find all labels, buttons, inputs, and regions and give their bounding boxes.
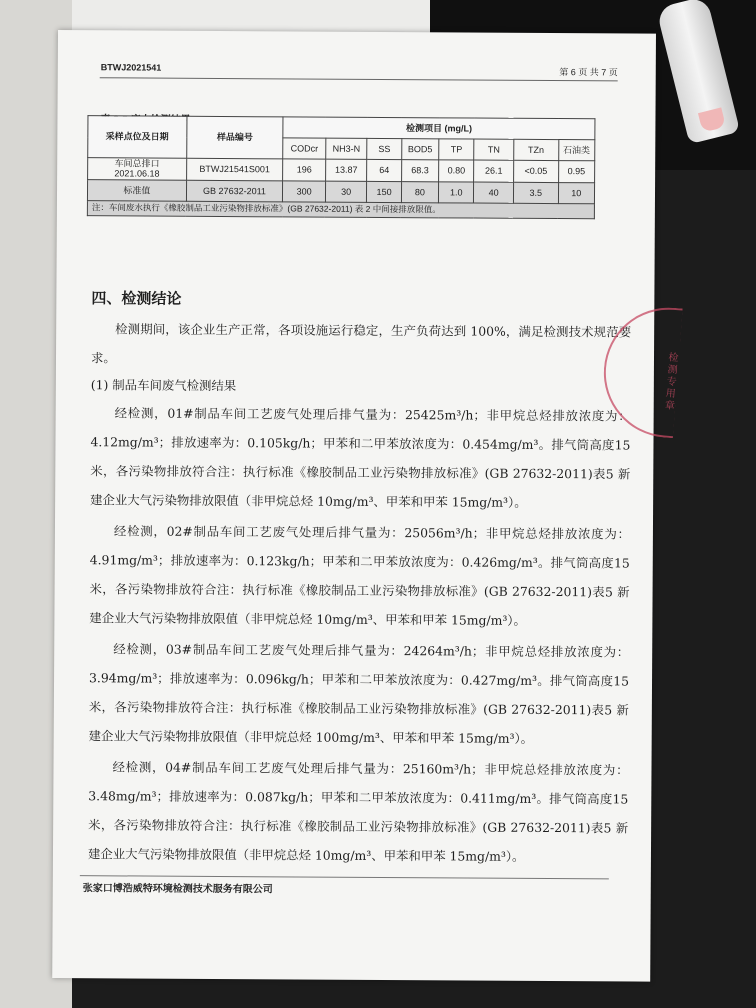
header-sample-number: 样品编号 [186,116,283,159]
table-note: 注：车间废水执行《橡胶制品工业污染物排放标准》(GB 27632-2011) 表 2 中间接排放限值。 [87,200,594,218]
standard-value: 40 [474,182,514,203]
standard-value: 3.5 [513,182,558,203]
result-paragraph-2: 经检测，02#制品车间工艺废气处理后排气量为：25056m³/h；非甲烷总烃排放浓度为：4.91mg/m³；排放速率为：0.123kg/h；甲苯和二甲苯放浓度为：0.426mg/m³。排气筒高度15米，各污染物排放符合注：执行标准《橡胶制品工业污染物排放标准》(GB 27632-2011)表5 新建企业大气污染物排放限值（非甲烷总烃 10mg/m³、甲苯和甲苯 15mg/m³）。 [89,523,630,628]
report-number: BTWJ2021541 [100,62,162,73]
table-row-sample: BTWJ21541S001 [186,158,283,180]
table-row-location: 车间总排口 2021.06.18 [88,158,187,180]
result-paragraph-3: 经检测，03#制品车间工艺废气处理后排气量为：24264m³/h；非甲烷总烃排放浓度为：3.94mg/m³；排放速率为：0.096kg/h；甲苯和二甲苯放浓度为：0.427mg/m³。排气筒高度15米，各污染物排放符合注：执行标准《橡胶制品工业污染物排放标准》(GB 27632-2011)表5 新建企业大气污染物排放限值（非甲烷总烃 100mg/m³、甲苯和甲苯 15mg/m³）。 [88,641,630,746]
wastewater-results-table [87,115,596,219]
standard-value: 1.0 [439,182,474,203]
table-cell: 68.3 [401,160,439,182]
intro-paragraph: 检测期间，该企业生产正常，各项设施运行稳定，生产负荷达到 100%，满足检测技术规范要求。 [90,321,632,366]
document-page [52,30,678,982]
seal-text: 检测专用章 [661,351,678,413]
standard-code: GB 27632-2011 [186,180,283,202]
table-cell: 64 [367,159,401,181]
col-tn: TN [474,139,514,160]
standard-value: 300 [283,181,326,202]
header-divider [100,77,618,81]
company-footer: 张家口博浩威特环境检测技术服务有限公司 [82,883,273,896]
col-oil: 石油类 [558,140,595,161]
header-location: 采样点位及日期 [88,116,187,159]
result-paragraph-1: 经检测，01#制品车间工艺废气处理后排气量为：25425m³/h；非甲烷总烃排放浓度为：4.12mg/m³；排放速率为：0.105kg/h；甲苯和二甲苯放浓度为：0.454mg/m³。排气筒高度15米，各污染物排放符合注：执行标准《橡胶制品工业污染物排放标准》(GB 27632-2011)表5 新建企业大气污染物排放限值（非甲烷总烃 10mg/m³、甲苯和甲苯 15mg/m³）。 [90,405,631,510]
standard-label: 标准值 [87,179,186,201]
page-number: 第 6 页 共 7 页 [559,67,618,78]
col-tzn: TZn [514,139,559,160]
col-tp: TP [439,139,474,160]
subsection-title: (1) 制品车间废气检测结果 [90,377,237,394]
table-cell: 0.80 [439,160,474,182]
table-cell: 196 [283,159,326,181]
standard-value: 150 [367,181,401,202]
standard-value: 10 [558,182,595,203]
col-codcr: CODcr [283,138,326,159]
result-paragraph-4: 经检测，04#制品车间工艺废气处理后排气量为：25160m³/h；非甲烷总烃排放浓度为：3.48mg/m³；排放速率为：0.087kg/h；甲苯和二甲苯放浓度为：0.411mg/m³。排气筒高度15米，各污染物排放符合注：执行标准《橡胶制品工业污染物排放标准》(GB 27632-2011)表5 新建企业大气污染物排放限值（非甲烷总烃 10mg/m³、甲苯和甲苯 15mg/m³）。 [87,759,629,864]
table-cell: 13.87 [325,159,367,181]
table-cell: 0.95 [558,161,595,183]
standard-value: 80 [401,181,439,202]
col-bod5: BOD5 [401,139,439,160]
section-title: 四、检测结论 [91,290,182,308]
table-cell: 26.1 [474,160,514,182]
col-nh3n: NH3-N [326,138,368,159]
standard-value: 30 [325,181,367,202]
header-test-items: 检测项目 (mg/L) [283,117,595,140]
table-cell: <0.05 [513,160,558,182]
col-ss: SS [367,138,401,159]
